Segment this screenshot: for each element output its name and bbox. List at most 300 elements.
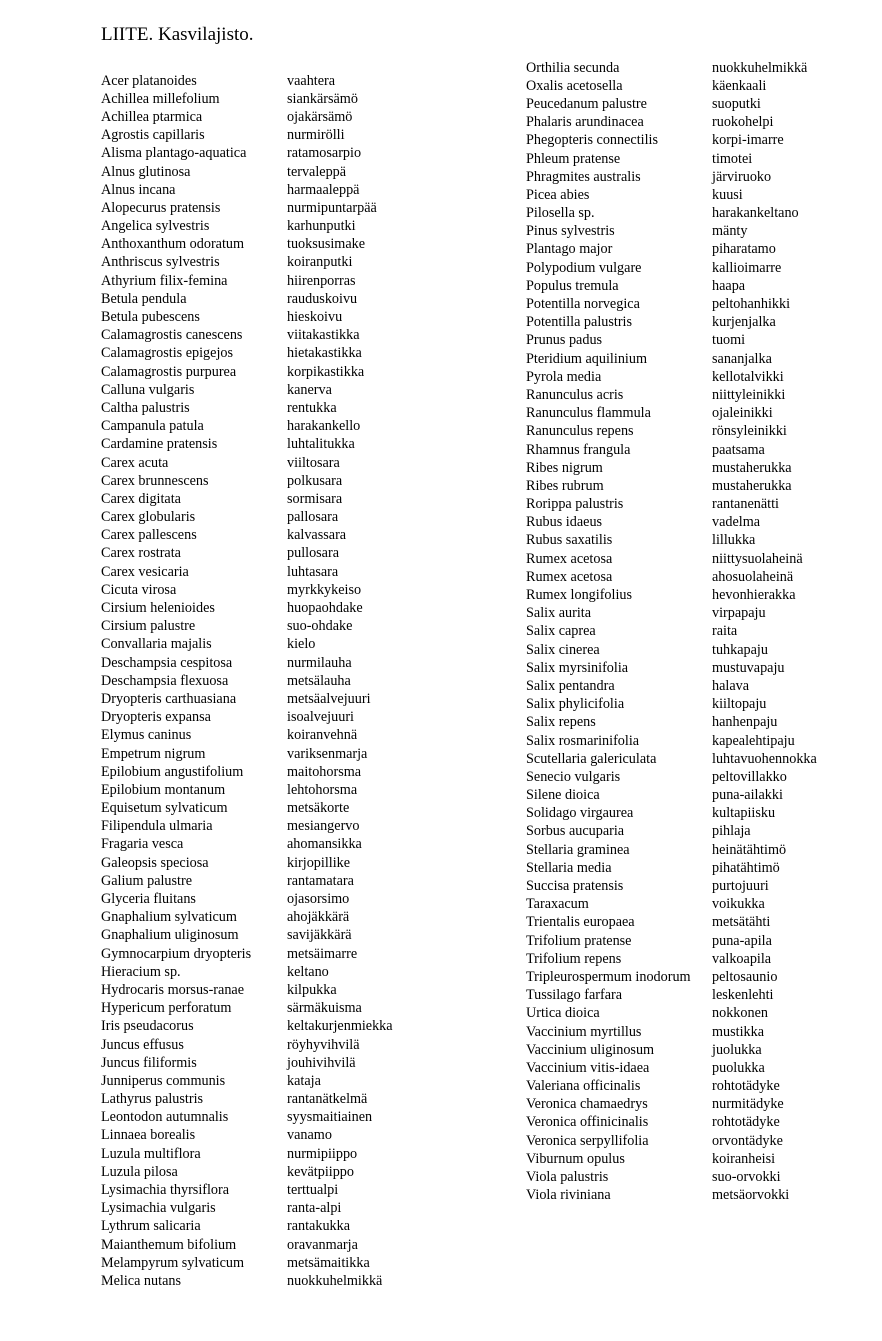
scientific-name: Valeriana officinalis: [526, 1078, 641, 1095]
finnish-name: vanamo: [287, 1127, 332, 1144]
finnish-name: harakankeltano: [712, 205, 799, 222]
finnish-name: nurmitädyke: [712, 1096, 784, 1113]
species-row: [526, 186, 817, 204]
finnish-name: kataja: [287, 1072, 321, 1089]
scientific-name: Glyceria fluitans: [101, 891, 196, 908]
finnish-name: halava: [712, 677, 750, 694]
finnish-name: nuokkuhelmikkä: [712, 59, 808, 76]
species-row: [101, 272, 393, 290]
finnish-name: polkusara: [287, 472, 343, 489]
finnish-name: jouhivihvilä: [287, 1054, 356, 1071]
species-row: [526, 623, 817, 641]
scientific-name: Picea abies: [526, 186, 590, 203]
finnish-name: kultapiisku: [712, 805, 776, 822]
finnish-name: kurjenjalka: [712, 314, 776, 331]
finnish-name: sananjalka: [712, 350, 772, 367]
species-row: [526, 968, 817, 986]
scientific-name: Betula pendula: [101, 290, 187, 307]
finnish-name: korpikastikka: [287, 363, 365, 380]
scientific-name: Carex pallescens: [101, 527, 197, 544]
scientific-name: Luzula multiflora: [101, 1145, 201, 1162]
species-row: [526, 1168, 817, 1186]
species-row: [526, 332, 817, 350]
finnish-name: vaahtera: [287, 72, 336, 89]
scientific-name: Oxalis acetosella: [526, 77, 623, 94]
scientific-name: Tussilago farfara: [526, 987, 623, 1004]
scientific-name: Solidago virgaurea: [526, 805, 634, 822]
species-row: [101, 709, 393, 727]
species-row: [101, 72, 393, 90]
scientific-name: Ribes rubrum: [526, 477, 604, 494]
scientific-name: Fragaria vesca: [101, 836, 184, 853]
species-row: [101, 563, 393, 581]
species-row: [101, 236, 393, 254]
finnish-name: syysmaitiainen: [287, 1109, 373, 1126]
scientific-name: Hieracium sp.: [101, 963, 181, 980]
finnish-name: mustaherukka: [712, 459, 792, 476]
finnish-name: heinätähtimö: [712, 841, 787, 858]
scientific-name: Cirsium helenioides: [101, 600, 215, 617]
species-row: [101, 927, 393, 945]
finnish-name: ranta-alpi: [287, 1200, 342, 1217]
finnish-name: rentukka: [287, 399, 337, 416]
species-row: [526, 168, 817, 186]
finnish-name: piharatamo: [712, 241, 776, 258]
finnish-name: luhtalitukka: [287, 436, 355, 453]
finnish-name: suoputki: [712, 95, 761, 112]
species-row: [101, 654, 393, 672]
finnish-name: metsämaitikka: [287, 1254, 370, 1271]
scientific-name: Melica nutans: [101, 1272, 181, 1289]
finnish-name: kanerva: [287, 381, 332, 398]
finnish-name: siankärsämö: [287, 90, 358, 107]
scientific-name: Alnus glutinosa: [101, 163, 191, 180]
scientific-name: Ranunculus acris: [526, 386, 624, 403]
finnish-name: lehtohorsma: [287, 781, 358, 798]
scientific-name: Phleum pratense: [526, 150, 621, 167]
scientific-name: Urtica dioica: [526, 1005, 600, 1022]
finnish-name: tuoksusimake: [287, 236, 366, 253]
finnish-name: mesiangervo: [287, 818, 360, 835]
finnish-name: valkoapila: [712, 950, 772, 967]
scientific-name: Rumex acetosa: [526, 568, 613, 585]
finnish-name: raita: [712, 623, 738, 640]
species-row: [101, 963, 393, 981]
species-row: [526, 77, 817, 95]
scientific-name: Phragmites australis: [526, 168, 641, 185]
finnish-name: mustaherukka: [712, 477, 792, 494]
finnish-name: keltano: [287, 963, 329, 980]
species-row: [101, 527, 393, 545]
scientific-name: Plantago major: [526, 241, 613, 258]
scientific-name: Junniperus communis: [101, 1072, 226, 1089]
scientific-name: Potentilla palustris: [526, 314, 633, 331]
finnish-name: pallosara: [287, 509, 339, 526]
scientific-name: Salix rosmarinifolia: [526, 732, 640, 749]
finnish-name: kilpukka: [287, 981, 337, 998]
scientific-name: Salix myrsinifolia: [526, 659, 629, 676]
scientific-name: Tripleurospermum inodorum: [526, 968, 691, 985]
species-row: [101, 181, 393, 199]
species-row: [526, 1059, 817, 1077]
scientific-name: Empetrum nigrum: [101, 745, 206, 762]
scientific-name: Lysimachia thyrsiflora: [101, 1182, 230, 1199]
species-row: [526, 223, 817, 241]
finnish-name: paatsama: [712, 441, 765, 458]
species-row: [101, 781, 393, 799]
finnish-name: pihatähtimö: [712, 859, 780, 876]
finnish-name: puolukka: [712, 1059, 765, 1076]
species-row: [526, 277, 817, 295]
scientific-name: Anthriscus sylvestris: [101, 254, 220, 271]
scientific-name: Rorippa palustris: [526, 496, 624, 513]
finnish-name: niittysuolaheinä: [712, 550, 803, 567]
species-row: [526, 787, 817, 805]
finnish-name: isoalvejuuri: [287, 709, 354, 726]
finnish-name: hietakastikka: [287, 345, 362, 362]
finnish-name: purtojuuri: [712, 878, 769, 895]
species-row: [101, 127, 393, 145]
scientific-name: Achillea millefolium: [101, 90, 220, 107]
species-row: [101, 218, 393, 236]
scientific-name: Hydrocaris morsus-ranae: [101, 981, 245, 998]
species-row: [101, 509, 393, 527]
finnish-name: variksenmarja: [287, 745, 368, 762]
species-row: [101, 399, 393, 417]
scientific-name: Trifolium repens: [526, 950, 622, 967]
scientific-name: Veronica serpyllifolia: [526, 1132, 649, 1149]
finnish-name: voikukka: [712, 896, 765, 913]
finnish-name: rohtotädyke: [712, 1114, 780, 1131]
scientific-name: Linnaea borealis: [101, 1127, 196, 1144]
species-row: [101, 1254, 393, 1272]
finnish-name: tervaleppä: [287, 163, 347, 180]
finnish-name: terttualpi: [287, 1182, 339, 1199]
scientific-name: Salix aurita: [526, 605, 592, 622]
scientific-name: Polypodium vulgare: [526, 259, 642, 276]
scientific-name: Phegopteris connectilis: [526, 132, 658, 149]
finnish-name: metsälauha: [287, 672, 351, 689]
species-row: [526, 987, 817, 1005]
species-row: [526, 550, 817, 568]
finnish-name: hevonhierakka: [712, 587, 796, 604]
species-row: [101, 308, 393, 326]
species-row: [526, 1187, 817, 1205]
finnish-name: nokkonen: [712, 1005, 768, 1022]
species-row: [526, 859, 817, 877]
scientific-name: Salix caprea: [526, 623, 596, 640]
finnish-name: rohtotädyke: [712, 1078, 780, 1095]
species-row: [101, 745, 393, 763]
species-row: [101, 618, 393, 636]
species-row: [101, 854, 393, 872]
species-row: [101, 872, 393, 890]
species-row: [101, 108, 393, 126]
finnish-name: ahosuolaheinä: [712, 568, 794, 585]
scientific-name: Trifolium pratense: [526, 932, 632, 949]
species-row: [526, 1041, 817, 1059]
scientific-name: Salix pentandra: [526, 677, 615, 694]
scientific-name: Stellaria media: [526, 859, 612, 876]
species-row: [101, 163, 393, 181]
scientific-name: Salix repens: [526, 714, 596, 731]
species-row: [526, 514, 817, 532]
scientific-name: Dryopteris expansa: [101, 709, 211, 726]
finnish-name: nuokkuhelmikkä: [287, 1272, 383, 1289]
finnish-name: luhtasara: [287, 563, 339, 580]
finnish-name: metsäalvejuuri: [287, 690, 371, 707]
finnish-name: lillukka: [712, 532, 756, 549]
finnish-name: niittyleinikki: [712, 386, 786, 403]
scientific-name: Salix cinerea: [526, 641, 600, 658]
species-row: [101, 1000, 393, 1018]
scientific-name: Alisma plantago-aquatica: [101, 145, 247, 162]
scientific-name: Rhamnus frangula: [526, 441, 631, 458]
finnish-name: nurmipuntarpää: [287, 199, 377, 216]
species-list-right: [526, 59, 817, 1205]
species-row: [101, 145, 393, 163]
species-row: [101, 436, 393, 454]
scientific-name: Ribes nigrum: [526, 459, 603, 476]
species-row: [526, 659, 817, 677]
scientific-name: Carex brunnescens: [101, 472, 209, 489]
scientific-name: Melampyrum sylvaticum: [101, 1254, 245, 1271]
finnish-name: järviruoko: [712, 168, 772, 185]
species-list-left: [101, 72, 393, 1291]
scientific-name: Campanula patula: [101, 418, 204, 435]
species-row: [101, 763, 393, 781]
species-row: [526, 423, 817, 441]
scientific-name: Athyrium filix-femina: [101, 272, 228, 289]
scientific-name: Senecio vulgaris: [526, 768, 621, 785]
finnish-name: koiranvehnä: [287, 727, 358, 744]
species-row: [526, 950, 817, 968]
species-row: [101, 800, 393, 818]
finnish-name: peltosaunio: [712, 968, 778, 985]
scientific-name: Dryopteris carthuasiana: [101, 690, 237, 707]
scientific-name: Carex globularis: [101, 509, 196, 526]
scientific-name: Carex acuta: [101, 454, 169, 471]
finnish-name: kirjopillike: [287, 854, 351, 871]
finnish-name: pihlaja: [712, 823, 751, 840]
finnish-name: pullosara: [287, 545, 340, 562]
scientific-name: Pinus sylvestris: [526, 223, 615, 240]
scientific-name: Viola palustris: [526, 1169, 609, 1186]
finnish-name: mustuvapaju: [712, 659, 785, 676]
species-row: [101, 1018, 393, 1036]
species-row: [526, 496, 817, 514]
species-row: [101, 599, 393, 617]
scientific-name: Vaccinium vitis-idaea: [526, 1059, 650, 1076]
finnish-name: haapa: [712, 277, 746, 294]
finnish-name: viiltosara: [287, 454, 340, 471]
finnish-name: ojasorsimo: [287, 891, 350, 908]
scientific-name: Equisetum sylvaticum: [101, 800, 228, 817]
finnish-name: hieskoivu: [287, 309, 343, 326]
scientific-name: Cicuta virosa: [101, 581, 177, 598]
species-row: [101, 1218, 393, 1236]
finnish-name: kevätpiippo: [287, 1163, 354, 1180]
species-row: [101, 327, 393, 345]
species-row: [101, 1091, 393, 1109]
scientific-name: Taraxacum: [526, 896, 589, 913]
scientific-name: Veronica offinicinalis: [526, 1114, 649, 1131]
species-row: [526, 1114, 817, 1132]
scientific-name: Galeopsis speciosa: [101, 854, 209, 871]
species-row: [526, 732, 817, 750]
scientific-name: Pilosella sp.: [526, 205, 595, 222]
scientific-name: Agrostis capillaris: [101, 127, 205, 144]
scientific-name: Angelica sylvestris: [101, 218, 210, 235]
species-row: [101, 90, 393, 108]
scientific-name: Rubus idaeus: [526, 514, 603, 531]
species-row: [101, 545, 393, 563]
species-row: [526, 877, 817, 895]
species-row: [526, 532, 817, 550]
finnish-name: orvontädyke: [712, 1132, 783, 1149]
species-row: [101, 363, 393, 381]
finnish-name: luhtavuohennokka: [712, 750, 817, 767]
scientific-name: Filipendula ulmaria: [101, 818, 213, 835]
scientific-name: Leontodon autumnalis: [101, 1109, 229, 1126]
species-row: [101, 1072, 393, 1090]
species-row: [526, 441, 817, 459]
species-row: [101, 1200, 393, 1218]
species-row: [526, 696, 817, 714]
species-row: [526, 605, 817, 623]
finnish-name: nurmilauha: [287, 654, 352, 671]
finnish-name: karhunputki: [287, 218, 356, 235]
species-row: [526, 459, 817, 477]
species-row: [101, 1036, 393, 1054]
scientific-name: Calamagrostis canescens: [101, 327, 243, 344]
species-row: [526, 768, 817, 786]
finnish-name: metsäorvokki: [712, 1187, 790, 1204]
finnish-name: kallioimarre: [712, 259, 782, 276]
species-row: [101, 199, 393, 217]
species-row: [526, 477, 817, 495]
scientific-name: Maianthemum bifolium: [101, 1236, 237, 1253]
species-row: [526, 59, 817, 77]
scientific-name: Orthilia secunda: [526, 59, 620, 76]
scientific-name: Luzula pilosa: [101, 1163, 178, 1180]
scientific-name: Vaccinium myrtillus: [526, 1023, 642, 1040]
scientific-name: Cirsium palustre: [101, 618, 196, 635]
scientific-name: Carex rostrata: [101, 545, 181, 562]
scientific-name: Rumex longifolius: [526, 587, 633, 604]
finnish-name: myrkkykeiso: [287, 581, 362, 598]
species-row: [526, 1005, 817, 1023]
finnish-name: koiranheisi: [712, 1150, 776, 1167]
species-row: [101, 981, 393, 999]
species-row: [101, 836, 393, 854]
finnish-name: rantakukka: [287, 1218, 351, 1235]
finnish-name: peltovillakko: [712, 768, 787, 785]
species-row: [526, 1023, 817, 1041]
scientific-name: Gnaphalium uliginosum: [101, 927, 239, 944]
finnish-name: rauduskoivu: [287, 290, 358, 307]
scientific-name: Lathyrus palustris: [101, 1091, 204, 1108]
finnish-name: rantanätkelmä: [287, 1091, 368, 1108]
finnish-name: sormisara: [287, 490, 343, 507]
finnish-name: maitohorsma: [287, 763, 362, 780]
finnish-name: juolukka: [712, 1041, 762, 1058]
species-row: [526, 805, 817, 823]
finnish-name: metsätähti: [712, 914, 771, 931]
finnish-name: timotei: [712, 150, 753, 167]
scientific-name: Carex vesicaria: [101, 563, 189, 580]
species-row: [101, 254, 393, 272]
scientific-name: Carex digitata: [101, 490, 181, 507]
species-row: [526, 405, 817, 423]
species-row: [101, 945, 393, 963]
species-row: [526, 914, 817, 932]
species-row: [101, 1163, 393, 1181]
finnish-name: vadelma: [712, 514, 761, 531]
finnish-name: ojakärsämö: [287, 108, 353, 125]
species-row: [526, 95, 817, 113]
finnish-name: metsäkorte: [287, 800, 350, 817]
finnish-name: savijäkkärä: [287, 927, 352, 944]
finnish-name: ruokohelpi: [712, 114, 774, 131]
species-row: [526, 150, 817, 168]
scientific-name: Caltha palustris: [101, 399, 190, 416]
finnish-name: harmaaleppä: [287, 181, 360, 198]
species-row: [101, 909, 393, 927]
species-row: [101, 690, 393, 708]
scientific-name: Vaccinium uliginosum: [526, 1041, 655, 1058]
species-row: [526, 841, 817, 859]
finnish-name: ojaleinikki: [712, 405, 773, 422]
species-row: [526, 241, 817, 259]
species-row: [101, 490, 393, 508]
species-row: [101, 454, 393, 472]
species-row: [526, 1078, 817, 1096]
finnish-name: kuusi: [712, 186, 743, 203]
scientific-name: Epilobium montanum: [101, 781, 226, 798]
species-row: [526, 205, 817, 223]
finnish-name: korpi-imarre: [712, 132, 784, 149]
species-row: [526, 896, 817, 914]
species-row: [526, 750, 817, 768]
scientific-name: Juncus effusus: [101, 1036, 184, 1053]
species-row: [101, 1145, 393, 1163]
species-row: [526, 386, 817, 404]
scientific-name: Anthoxanthum odoratum: [101, 236, 245, 253]
species-row: [526, 823, 817, 841]
species-row: [101, 727, 393, 745]
scientific-name: Trientalis europaea: [526, 914, 635, 931]
species-row: [526, 259, 817, 277]
scientific-name: Veronica chamaedrys: [526, 1096, 648, 1113]
finnish-name: harakankello: [287, 418, 361, 435]
scientific-name: Betula pubescens: [101, 309, 200, 326]
scientific-name: Achillea ptarmica: [101, 108, 203, 125]
scientific-name: Pyrola media: [526, 368, 602, 385]
finnish-name: rönsyleinikki: [712, 423, 787, 440]
page-title: LIITE. Kasvilajisto.: [101, 24, 254, 45]
species-row: [101, 1181, 393, 1199]
finnish-name: virpapaju: [712, 605, 766, 622]
scientific-name: Silene dioica: [526, 787, 600, 804]
species-row: [101, 290, 393, 308]
scientific-name: Viola riviniana: [526, 1187, 611, 1204]
scientific-name: Sorbus aucuparia: [526, 823, 625, 840]
finnish-name: tuhkapaju: [712, 641, 768, 658]
finnish-name: käenkaali: [712, 77, 767, 94]
scientific-name: Epilobium angustifolium: [101, 763, 244, 780]
species-row: [101, 581, 393, 599]
